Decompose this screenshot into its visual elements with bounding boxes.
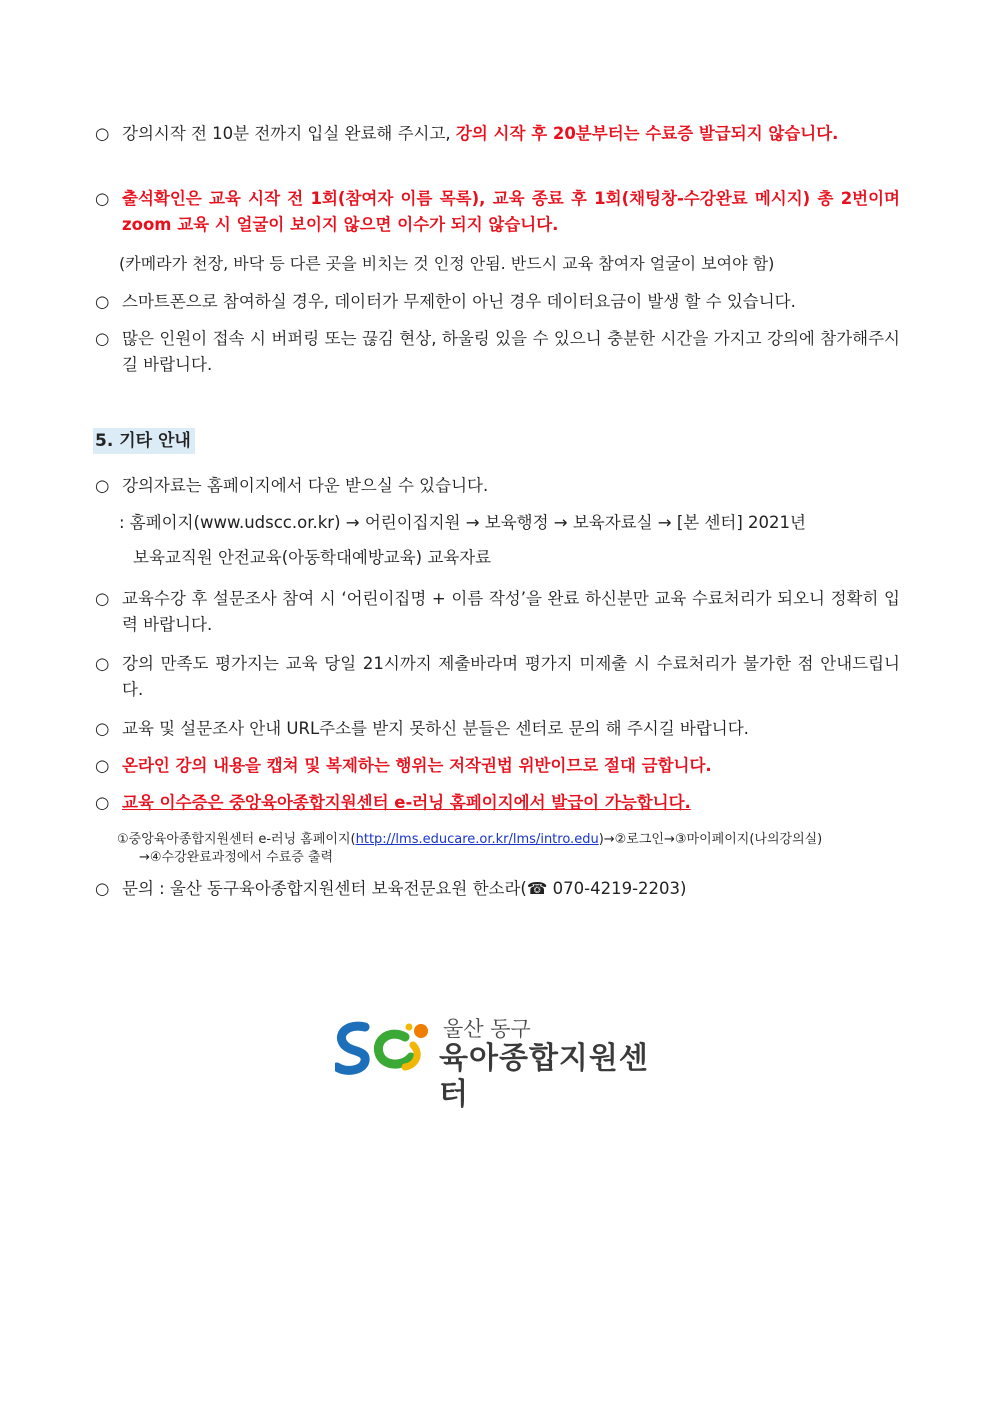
bullet: ○: [95, 189, 110, 208]
steps-text: ①중앙육아종합지원센터 e-러닝 홈페이지(: [117, 832, 356, 847]
bullet: ○: [95, 124, 110, 143]
evaluation-text: 강의 만족도 평가지는 교육 당일 21시까지 제출바라며 평가지 미제출 시 수료처리가 불가한 점 안내드립니다.: [122, 654, 900, 699]
certificate-warning: 교육 이수증은 중앙육아종합지원센터 e-러닝 홈페이지에서 발급이 가능합니다.: [122, 793, 691, 812]
camera-note: (카메라가 천장, 바닥 등 다른 곳을 비치는 것 인정 안됨. 반드시 교육 참여자 얼굴이 보여야 함): [119, 254, 775, 273]
materials-path-line1: : 홈페이지(www.udscc.or.kr) → 어린이집지원 → 보육행정 → 보육자료실 → [본 센터] 2021년: [119, 513, 806, 532]
notice-url: [95, 716, 900, 742]
contact-number: 070-4219-2203): [547, 879, 687, 898]
notice-evaluation: [95, 651, 900, 703]
certificate-steps-line1: [117, 830, 917, 849]
section-heading: 5. 기타 안내: [93, 428, 195, 454]
contact-text: 문의 : 울산 동구육아종합지원센터 보육전문요원 한소라(: [122, 879, 527, 898]
center-logo-emblem-icon: [335, 1015, 435, 1077]
logo-center-name: 육아종합지원센터: [439, 1041, 649, 1112]
entry-time-warning: 강의 시작 후 20분부터는 수료증 발급되지 않습니다.: [455, 124, 839, 143]
bullet: ○: [95, 292, 110, 311]
bullet: ○: [95, 476, 110, 495]
bullet: ○: [95, 719, 110, 738]
notice-entry-time: [95, 121, 900, 147]
bullet: ○: [95, 879, 110, 898]
attendance-warning: 출석확인은 교육 시작 전 1회(참여자 이름 목록), 교육 종료 후 1회(채팅창-수강완료 메시지) 총 2번이며 zoom 교육 시 얼굴이 보이지 않으면 이수가 되지 않습니다.: [122, 189, 900, 234]
notice-survey: [95, 586, 900, 638]
entry-time-text: 강의시작 전 10분 전까지 입실 완료해 주시고,: [122, 124, 456, 143]
steps-text-after: )→②로그인→③마이페이지(나의강의실): [598, 832, 823, 847]
survey-text: 교육수강 후 설문조사 참여 시 ‘어린이집명 + 이름 작성’을 완료 하신분만 교육 수료처리가 되오니 정확히 입력 바랍니다.: [122, 589, 900, 634]
smartphone-text: 스마트폰으로 참여하실 경우, 데이터가 무제한이 아닌 경우 데이터요금이 발생 할 수 있습니다.: [122, 292, 796, 311]
notice-materials: [95, 473, 900, 499]
materials-path-line2: 보육교직원 안전교육(아동학대예방교육) 교육자료: [133, 548, 492, 567]
notice-attendance: [95, 186, 900, 238]
copyright-warning: 온라인 강의 내용을 캡쳐 및 복제하는 행위는 저작권법 위반이므로 절대 금합니다.: [122, 756, 712, 775]
notice-copyright: [95, 753, 900, 779]
bullet: ○: [95, 329, 110, 348]
notice-smartphone: [95, 289, 900, 315]
materials-text: 강의자료는 홈페이지에서 다운 받으실 수 있습니다.: [122, 476, 489, 495]
buffering-text: 많은 인원이 접속 시 버퍼링 또는 끊김 현상, 하울링 있을 수 있으니 충분한 시간을 가지고 강의에 참가해주시길 바랍니다.: [122, 329, 900, 374]
certificate-steps-line2: →④수강완료과정에서 수료증 출력: [139, 850, 334, 865]
notice-certificate: [95, 790, 900, 816]
logo-region-text: 울산 동구: [443, 1017, 531, 1041]
bullet: ○: [95, 793, 110, 812]
bullet: ○: [95, 654, 110, 673]
notice-contact: [95, 876, 900, 902]
phone-icon: ☎: [526, 879, 548, 898]
center-logo: [335, 1015, 675, 1112]
bullet: ○: [95, 756, 110, 775]
lms-link[interactable]: http://lms.educare.or.kr/lms/intro.edu: [355, 832, 599, 847]
bullet: ○: [95, 589, 110, 608]
url-notice-text: 교육 및 설문조사 안내 URL주소를 받지 못하신 분들은 센터로 문의 해 주시길 바랍니다.: [122, 719, 749, 738]
notice-buffering: [95, 326, 900, 378]
